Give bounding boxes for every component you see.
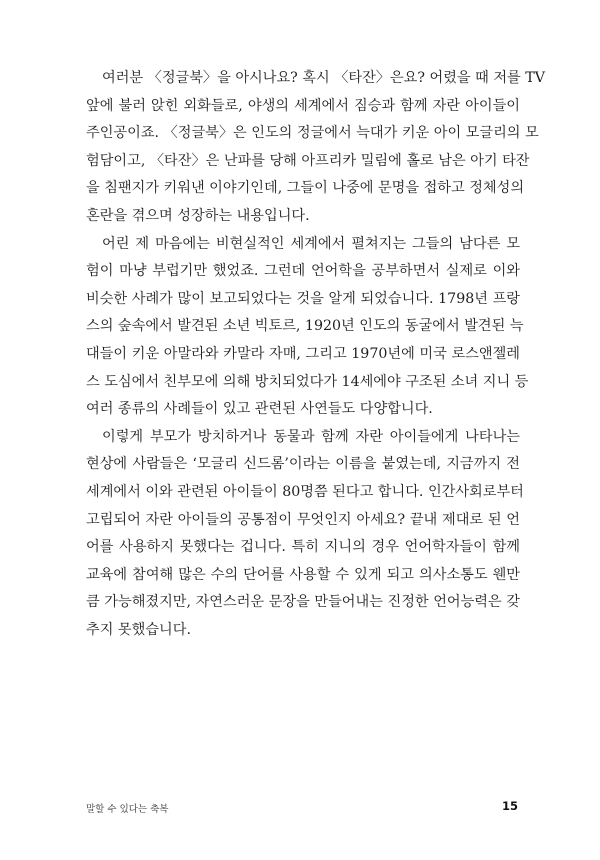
text-line: 이렇게 부모가 방치하거나 동물과 함께 자란 아이들에게 나타나는: [102, 428, 520, 445]
paragraph: [86, 231, 529, 424]
body-text: [86, 65, 545, 644]
page-number: 15: [501, 799, 518, 813]
text-line: 비슷한 사례가 많이 보고되었다는 것을 알게 되었습니다. 1798년 프랑: [86, 290, 520, 307]
running-footer-title: 말할 수 있다는 축복: [86, 804, 169, 815]
text-line: 고립되어 자란 아이들의 공통점이 무엇인지 아세요? 끝내 제대로 된 언: [86, 511, 520, 528]
text-line: 스의 숲속에서 발견된 소년 빅토르, 1920년 인도의 동굴에서 발견된 늑: [86, 318, 524, 335]
paragraph: [86, 424, 524, 645]
text-line: 세계에서 이와 관련된 아이들이 80명쯤 된다고 합니다. 인간사회로부터: [86, 483, 524, 500]
text-line: 을 침팬지가 키워낸 이야기인데, 그들이 나중에 문명을 접하고 정체성의: [86, 180, 525, 197]
text-line: 어린 제 마음에는 비현실적인 세계에서 펼쳐지는 그들의 남다른 모: [102, 235, 520, 252]
text-line: 여러분 〈정글북〉을 아시나요? 혹시 〈타잔〉은요? 어렸을 때 저를 TV: [102, 70, 545, 86]
text-line: 어를 사용하지 못했다는 겁니다. 특히 지니의 경우 언어학자들이 함께: [86, 539, 520, 556]
text-line: 험담이고, 〈타잔〉은 난파를 당해 아프리카 밀림에 홀로 남은 아기 타잔: [86, 152, 530, 169]
text-line: 주인공이죠. 〈정글북〉은 인도의 정글에서 늑대가 키운 아이 모글리의 모: [86, 125, 539, 142]
text-line: 대들이 키운 아말라와 카말라 자매, 그리고 1970년에 미국 로스앤젤레: [86, 345, 520, 362]
text-line: 험이 마냥 부럽기만 했었죠. 그런데 언어학을 공부하면서 실제로 이와: [86, 263, 520, 280]
text-line: 큼 가능해졌지만, 자연스러운 문장을 만들어내는 진정한 언어능력은 갖: [86, 594, 520, 611]
paragraph: [86, 65, 545, 231]
text-line: 현상에 사람들은 ‘모글리 신드롬’이라는 이름을 붙였는데, 지금까지 전: [86, 456, 520, 473]
text-line: 여러 종류의 사례들이 있고 관련된 사연들도 다양합니다.: [86, 401, 433, 418]
text-line: 스 도심에서 친부모에 의해 방치되었다가 14세에야 구조된 소녀 지니 등: [86, 373, 529, 390]
text-line: 추지 못했습니다.: [86, 621, 191, 638]
text-line: 앞에 불러 앉힌 외화들로, 야생의 세계에서 짐승과 함께 자란 아이들이: [86, 97, 520, 114]
text-line: 교육에 참여해 많은 수의 단어를 사용할 수 있게 되고 의사소통도 웬만: [86, 566, 520, 583]
text-line: 혼란을 겪으며 성장하는 내용입니다.: [86, 207, 310, 224]
